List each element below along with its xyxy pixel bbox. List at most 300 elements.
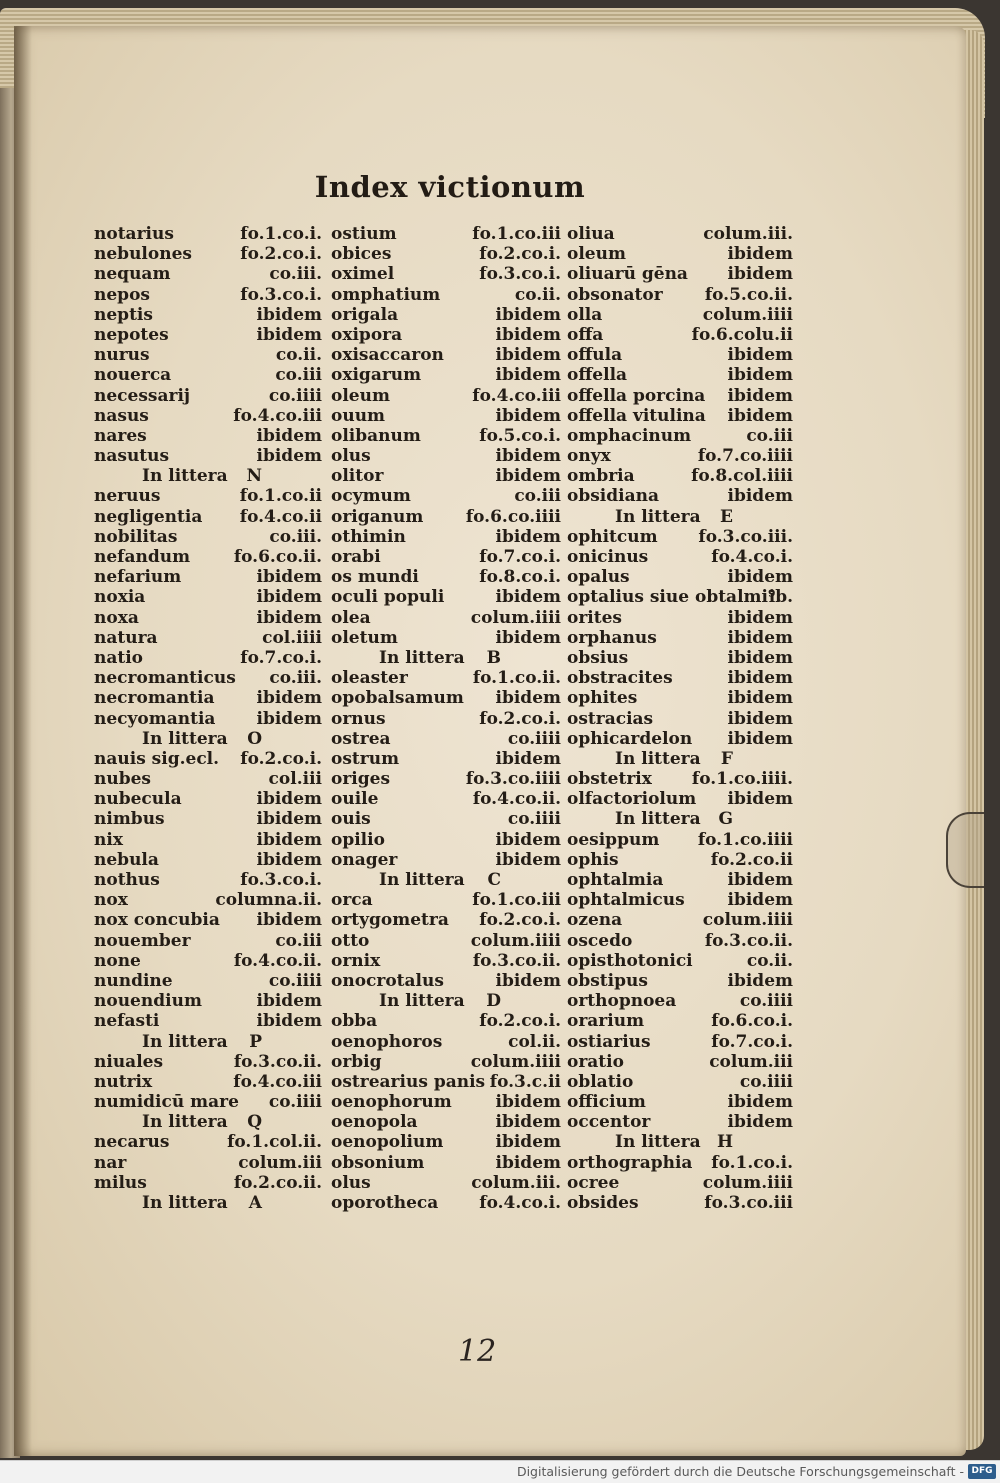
entry-word: ostrearius panis (331, 1071, 486, 1092)
entry-reference: fo.3.co.ii. (472, 950, 561, 971)
entry-reference: columna.ii. (215, 890, 322, 911)
entry-reference: ibidem (727, 647, 793, 668)
entry-word: noxa (94, 607, 139, 628)
index-entry (94, 1132, 322, 1152)
entry-word: offula (567, 345, 623, 366)
entry-word: ortygometra (331, 910, 449, 931)
heading-letter: O (247, 728, 262, 749)
index-entry (567, 587, 793, 607)
heading-letter: N (246, 466, 262, 487)
entry-word: olfactoriolum (567, 789, 697, 810)
heading-label: In littera (379, 647, 465, 668)
entry-reference: ibidem (495, 748, 561, 769)
entry-word: ouum (331, 405, 386, 426)
entry-reference: co.iii. (269, 264, 322, 285)
index-entry (567, 527, 793, 547)
entry-word: ophitcum (567, 526, 658, 547)
entry-word: nepos (94, 284, 150, 305)
entry-reference: fo.3.co.iii. (698, 526, 793, 547)
entry-word: oenopolium (331, 1132, 444, 1153)
index-entry (331, 1132, 561, 1152)
index-entry (567, 244, 793, 264)
heading-label: In littera (142, 1031, 228, 1052)
entry-word: onocrotalus (331, 970, 444, 991)
index-entry (567, 325, 793, 345)
entry-word: natio (94, 647, 144, 668)
heading-label: In littera (615, 809, 701, 830)
index-entry (567, 830, 793, 850)
entry-reference: co.ii. (514, 284, 561, 305)
index-entry (94, 709, 322, 729)
entry-reference: fo.4.co.iii (233, 1071, 322, 1092)
entry-word: onager (331, 849, 398, 870)
index-entry (94, 1173, 322, 1193)
entry-reference: ibidem (256, 587, 322, 608)
entry-reference: ibidem (727, 244, 793, 265)
entry-word: ophites (567, 688, 638, 709)
entry-word: orphanus (567, 627, 657, 648)
heading-letter: P (249, 1031, 262, 1052)
entry-word: nouerca (94, 365, 172, 386)
entry-word: oxisaccaron (331, 345, 444, 366)
heading-label: In littera (142, 466, 228, 487)
entry-reference: ibidem (727, 365, 793, 386)
index-entry (567, 769, 793, 789)
index-entry (94, 244, 322, 264)
entry-reference: fo.4.co.ii. (233, 950, 322, 971)
entry-word: ostiarius (567, 1031, 651, 1052)
entry-word: orthopnoea (567, 991, 677, 1012)
index-entry (331, 830, 561, 850)
entry-word: ocree (567, 1172, 620, 1193)
index-entry (331, 971, 561, 991)
index-entry (331, 305, 561, 325)
entry-reference: ibidem (727, 789, 793, 810)
footer-bar (0, 1460, 1000, 1483)
entry-reference: colum.iiii (470, 930, 561, 951)
entry-reference: ibidem (256, 567, 322, 588)
entry-word: oliua (567, 224, 615, 244)
index-entry (331, 729, 561, 749)
entry-word: nox concubia (94, 910, 220, 931)
entry-reference: ibidem (495, 446, 561, 467)
heading-label: In littera (615, 1132, 701, 1153)
index-entry (331, 769, 561, 789)
index-entry (94, 386, 322, 406)
entry-reference: ibidem (727, 708, 793, 729)
entry-word: offella (567, 365, 628, 386)
index-entry (94, 769, 322, 789)
entry-word: ouis (331, 809, 371, 830)
index-entry (331, 285, 561, 305)
index-entry (567, 426, 793, 446)
entry-reference: ib. (768, 587, 793, 608)
entry-word: nothus (94, 870, 160, 890)
index-entry (331, 688, 561, 708)
entry-word: orbig (331, 1051, 382, 1072)
entry-word: olea (331, 607, 371, 628)
footer-credit: Digitalisierung gefördert durch die Deutsche Forschungsgemeinschaft - (516, 1464, 964, 1479)
index-entry (94, 446, 322, 466)
index-entry (567, 1153, 793, 1173)
index-entry (94, 809, 322, 829)
entry-word: origes (331, 769, 391, 790)
index-entry (94, 1011, 322, 1031)
letter-heading (94, 1112, 322, 1132)
entry-reference: fo.6.colu.ii (691, 324, 793, 345)
index-entry (331, 951, 561, 971)
index-entry (567, 1072, 793, 1092)
heading-letter: A (248, 1193, 262, 1213)
index-entry (94, 345, 322, 365)
entry-word: obsidiana (567, 486, 659, 507)
entry-reference: fo.3.co.iiii (465, 769, 561, 790)
entry-reference: ibidem (256, 304, 322, 325)
index-entry (567, 951, 793, 971)
entry-reference: colum.iiii (702, 1172, 793, 1193)
entry-word: numidicū mare (94, 1092, 239, 1113)
index-entry (94, 850, 322, 870)
entry-word: oculi populi (331, 587, 445, 608)
entry-reference: ibidem (256, 1011, 322, 1032)
entry-word: olla (567, 304, 603, 325)
entry-reference: fo.4.co.ii. (472, 789, 561, 810)
entry-reference: co.iii (275, 930, 322, 951)
entry-word: nebula (94, 849, 159, 870)
index-entry (94, 224, 322, 244)
entry-reference: fo.5.co.ii. (704, 284, 793, 305)
entry-word: orca (331, 890, 373, 911)
index-entry (567, 285, 793, 305)
index-entry (94, 890, 322, 910)
entry-reference: colum.iii. (703, 224, 793, 244)
entry-word: ornus (331, 708, 386, 729)
index-entry (331, 345, 561, 365)
index-entry (331, 507, 561, 527)
index-entry (331, 365, 561, 385)
entry-reference: fo.2.co.i. (479, 1011, 561, 1032)
index-entry (567, 365, 793, 385)
entry-word: oratio (567, 1051, 624, 1072)
entry-reference: colum.iiii (470, 607, 561, 628)
entry-word: ostium (331, 224, 397, 244)
heading-letter: E (720, 506, 733, 527)
heading-letter: G (718, 809, 733, 830)
entry-word: necromantia (94, 688, 215, 709)
entry-word: ozena (567, 910, 623, 931)
index-entry (331, 426, 561, 446)
entry-word: nequam (94, 264, 171, 285)
entry-word: ostrum (331, 748, 400, 769)
index-entry (94, 486, 322, 506)
entry-reference: ibidem (256, 425, 322, 446)
entry-reference: colum.iiii (470, 1051, 561, 1072)
entry-reference: co.iiii (739, 1071, 793, 1092)
entry-word: onyx (567, 446, 611, 467)
entry-word: necessarij (94, 385, 191, 406)
gutter-shadow (14, 26, 32, 1456)
entry-reference: fo.5.co.i. (479, 425, 561, 446)
entry-word: nasus (94, 405, 149, 426)
index-entry (567, 729, 793, 749)
entry-word: oenophoros (331, 1031, 443, 1052)
index-entry (331, 1052, 561, 1072)
index-entry (94, 527, 322, 547)
entry-reference: fo.1.co.ii. (472, 668, 561, 689)
index-entry (331, 244, 561, 264)
index-entry (331, 547, 561, 567)
index-entry (331, 1072, 561, 1092)
index-entry (567, 931, 793, 951)
page-tab-clip (946, 812, 984, 888)
entry-word: nix (94, 829, 123, 850)
entry-word: oximel (331, 264, 395, 285)
index-entry (94, 1153, 322, 1173)
entry-reference: fo.3.co.ii. (233, 1051, 322, 1072)
entry-word: omphacinum (567, 425, 692, 446)
entry-word: necromanticus (94, 668, 236, 689)
entry-word: orthographia (567, 1152, 693, 1173)
index-entry (331, 406, 561, 426)
entry-word: ophtalmicus (567, 890, 685, 911)
entry-reference: fo.4.co.ii (239, 506, 322, 527)
index-entry (94, 365, 322, 385)
index-entry (94, 305, 322, 325)
entry-reference: ibidem (727, 345, 793, 366)
entry-reference: fo.2.co.i. (479, 244, 561, 265)
index-entry (567, 789, 793, 809)
entry-word: opalus (567, 567, 630, 588)
entry-reference: fo.4.co.iii (233, 405, 322, 426)
entry-word: ombria (567, 466, 635, 487)
index-entry (94, 567, 322, 587)
entry-reference: ibidem (495, 1152, 561, 1173)
entry-reference: fo.3.co.i. (240, 284, 322, 305)
entry-reference: ibidem (727, 728, 793, 749)
heading-label: In littera (142, 1193, 228, 1213)
heading-label: In littera (142, 1112, 228, 1133)
entry-word: nouendium (94, 991, 202, 1012)
entry-word: necyomantia (94, 708, 216, 729)
index-entry (94, 1072, 322, 1092)
index-entry (567, 1032, 793, 1052)
index-entry (94, 830, 322, 850)
entry-reference: fo.7.co.iiii (697, 446, 793, 467)
entry-word: oesippum (567, 829, 660, 850)
entry-reference: col.iiii (262, 627, 322, 648)
entry-reference: ibidem (495, 1132, 561, 1153)
entry-word: olibanum (331, 425, 421, 446)
index-entry (331, 709, 561, 729)
entry-word: obsonium (331, 1152, 425, 1173)
index-entry (567, 910, 793, 930)
entry-reference: fo.2.co.ii (710, 849, 793, 870)
heading-letter: H (716, 1132, 733, 1153)
index-entry (331, 1092, 561, 1112)
entry-reference: fo.2.co.i. (479, 910, 561, 931)
index-entry (94, 285, 322, 305)
entry-word: notarius (94, 224, 174, 244)
index-column-1 (94, 224, 322, 1213)
letter-heading (567, 1132, 793, 1152)
index-entry (567, 224, 793, 244)
entry-reference: ibidem (727, 607, 793, 628)
index-entry (567, 406, 793, 426)
index-entry (567, 870, 793, 890)
entry-reference: co.iiii (507, 809, 561, 830)
entry-reference: col.iii (268, 769, 322, 790)
entry-word: officium (567, 1092, 646, 1113)
entry-word: oxigarum (331, 365, 422, 386)
entry-reference: fo.8.col.iiii (691, 466, 793, 487)
entry-word: nubes (94, 769, 151, 790)
entry-word: obsides (567, 1193, 639, 1213)
entry-reference: ibidem (727, 1112, 793, 1133)
entry-word: oenophorum (331, 1092, 452, 1113)
letter-heading (94, 1032, 322, 1052)
entry-reference: fo.3.co.i. (479, 264, 561, 285)
entry-reference: ibidem (256, 708, 322, 729)
heading-letter: B (486, 647, 501, 668)
entry-word: natura (94, 627, 158, 648)
index-entry (94, 789, 322, 809)
entry-word: offella vitulina (567, 405, 706, 426)
entry-reference: fo.1.co.iiii. (691, 769, 793, 790)
entry-word: omphatium (331, 284, 441, 305)
letter-heading (94, 1193, 322, 1213)
index-entry (94, 608, 322, 628)
entry-reference: co.iiii (739, 991, 793, 1012)
entry-word: opilio (331, 829, 385, 850)
entry-word: oscedo (567, 930, 633, 951)
entry-word: nepotes (94, 324, 169, 345)
index-entry (331, 486, 561, 506)
entry-reference: ibidem (256, 910, 322, 931)
letter-heading (94, 466, 322, 486)
entry-word: nubecula (94, 789, 182, 810)
index-entry (567, 850, 793, 870)
entry-reference: fo.1.co.i. (711, 1152, 793, 1173)
entry-reference: co.ii. (275, 345, 322, 366)
entry-reference: fo.3.c.ii (489, 1071, 561, 1092)
entry-word: oleum (331, 385, 390, 406)
index-entry (567, 971, 793, 991)
index-entry (567, 466, 793, 486)
entry-word: nobilitas (94, 526, 178, 547)
index-entry (94, 648, 322, 668)
index-entry (94, 628, 322, 648)
index-entry (567, 1193, 793, 1213)
entry-reference: fo.3.co.i. (240, 870, 322, 890)
heading-label: In littera (142, 728, 228, 749)
index-entry (331, 789, 561, 809)
entry-word: nefandum (94, 547, 191, 567)
entry-word: obstipus (567, 970, 648, 991)
index-entry (567, 608, 793, 628)
index-entry (567, 628, 793, 648)
entry-word: none (94, 950, 141, 971)
entry-reference: fo.3.co.iii (704, 1193, 793, 1213)
entry-reference: ibidem (256, 789, 322, 810)
entry-reference: fo.4.co.i. (711, 547, 793, 567)
entry-reference: colum.iiii (702, 304, 793, 325)
entry-word: origala (331, 304, 399, 325)
entry-reference: ibidem (256, 446, 322, 467)
entry-word: neruus (94, 486, 161, 507)
index-column-3 (567, 224, 793, 1213)
entry-reference: fo.6.co.iiii (465, 506, 561, 527)
index-entry (567, 345, 793, 365)
index-entry (331, 1153, 561, 1173)
entry-word: nar (94, 1152, 127, 1173)
entry-word: opobalsamum (331, 688, 464, 709)
heading-letter: Q (247, 1112, 262, 1133)
heading-label: In littera (379, 991, 465, 1012)
index-entry (331, 931, 561, 951)
entry-word: offa (567, 324, 604, 345)
index-entry (94, 1092, 322, 1112)
entry-word: ornix (331, 950, 381, 971)
heading-letter: C (487, 870, 501, 890)
index-entry (331, 1173, 561, 1193)
index-entry (331, 264, 561, 284)
index-entry (567, 305, 793, 325)
entry-reference: co.ii. (746, 950, 793, 971)
entry-reference: fo.1.co.i. (240, 224, 322, 244)
entry-word: necarus (94, 1132, 170, 1153)
entry-reference: fo.7.co.i. (711, 1031, 793, 1052)
letter-heading (331, 870, 561, 890)
entry-word: nouember (94, 930, 191, 951)
index-entry (567, 688, 793, 708)
entry-reference: fo.1.col.ii. (227, 1132, 322, 1153)
index-entry (331, 224, 561, 244)
entry-reference: ibidem (256, 829, 322, 850)
entry-reference: fo.1.co.ii (239, 486, 322, 507)
heading-label: In littera (615, 748, 701, 769)
entry-word: oporotheca (331, 1193, 439, 1213)
entry-reference: fo.2.co.ii. (233, 1172, 322, 1193)
dfg-logo: DFG (968, 1464, 996, 1479)
entry-reference: co.iii (514, 486, 561, 507)
entry-word: oleaster (331, 668, 408, 689)
entry-reference: colum.iii (709, 1051, 793, 1072)
index-entry (567, 264, 793, 284)
entry-reference: co.iii. (269, 668, 322, 689)
entry-word: ophicardelon (567, 728, 693, 749)
entry-reference: fo.1.co.iiii (697, 829, 793, 850)
entry-reference: ibidem (727, 870, 793, 890)
entry-word: orabi (331, 547, 381, 567)
index-entry (94, 931, 322, 951)
entry-reference: ibidem (495, 688, 561, 709)
entry-reference: ibidem (727, 567, 793, 588)
entry-reference: ibidem (495, 849, 561, 870)
index-entry (94, 507, 322, 527)
entry-word: obsius (567, 647, 629, 668)
letter-heading (567, 507, 793, 527)
index-entry (94, 991, 322, 1011)
entry-word: obices (331, 244, 392, 265)
entry-reference: ibidem (727, 970, 793, 991)
index-entry (567, 890, 793, 910)
entry-reference: fo.2.co.i. (479, 708, 561, 729)
entry-word: onicinus (567, 547, 649, 567)
entry-reference: ibidem (495, 324, 561, 345)
entry-word: ouile (331, 789, 379, 810)
index-entry (94, 951, 322, 971)
entry-reference: fo.4.co.i. (479, 1193, 561, 1213)
